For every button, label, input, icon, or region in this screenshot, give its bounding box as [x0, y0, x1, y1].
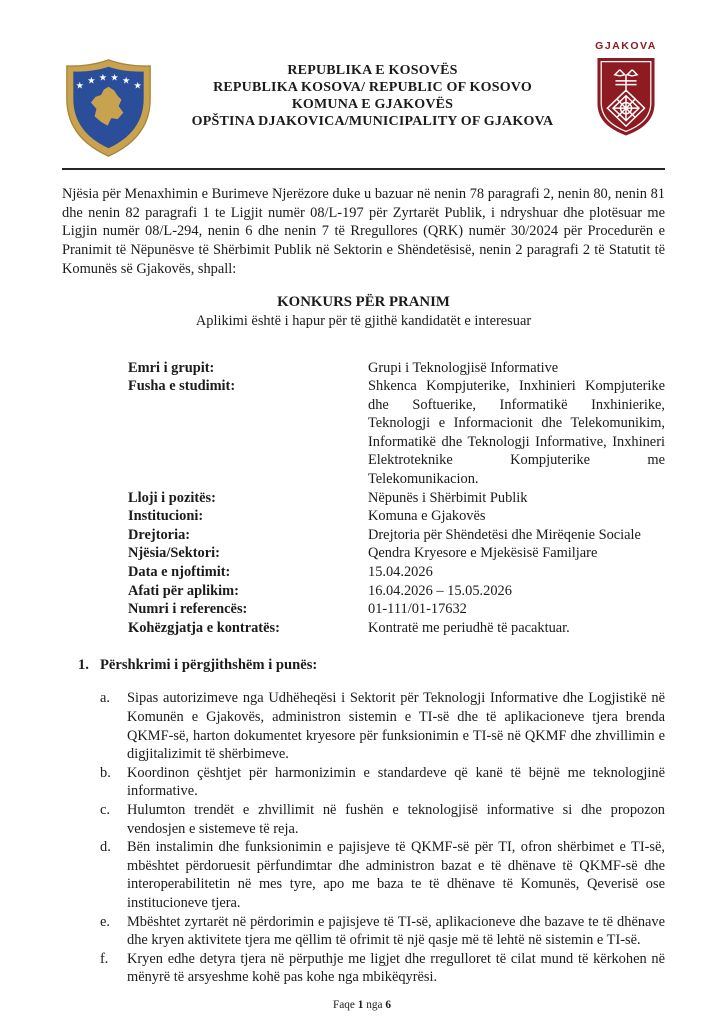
svg-text:★: ★: [110, 72, 119, 84]
kosovo-coat-of-arms-icon: [62, 58, 158, 158]
section-1-heading: [62, 656, 665, 675]
detail-value: Kontratë me periudhë të pacaktuar.: [368, 619, 570, 636]
svg-text:★: ★: [75, 80, 84, 92]
svg-text:★: ★: [133, 80, 142, 92]
list-item: [62, 838, 665, 912]
detail-label: Institucioni:: [128, 508, 204, 525]
list-item: [62, 913, 665, 950]
list-item: [62, 950, 665, 987]
footer-prefix: Faqe: [332, 999, 355, 1011]
duty-letter: d.: [100, 839, 111, 856]
detail-value: Grupi i Teknologjisë Informative: [368, 359, 559, 376]
table-row: [128, 563, 665, 582]
table-row: [128, 582, 665, 601]
detail-label: Lloji i pozitës:: [128, 489, 216, 506]
duty-letter: e.: [100, 913, 110, 930]
detail-label: Fusha e studimit:: [128, 378, 236, 395]
duty-letter: f.: [100, 950, 109, 967]
list-item: [62, 764, 665, 801]
detail-label: Drejtoria:: [128, 526, 191, 543]
intro-paragraph: Njësia për Menaxhimin e Burimeve Njerëzore duke u bazuar në nenin 78 paragrafi 2, nenin 80, nenin 81 dhe nenin 82 paragrafi 1 te Ligjit numër 08/L-197 për Zyrtarët Publik, i ndryshuar dhe plotësuar me Ligjin numër 08/L-294, nenin 6 dhe nenin 7 të Rregullores (QRK) numër 30/2024 për Procedurën e Pranimit të Nëpunësve të Shërbimit Publik në Sektorin e Shëndetësisë, nenin 2 paragrafi 2 të Statutit të Komunës së Gjakovës, shpall:: [62, 186, 665, 277]
footer-total-pages: 6: [385, 999, 392, 1011]
duty-text: Sipas autorizimeve nga Udhëheqësi i Sektorit për Teknologji Informative dhe Logjistikë në Komunën e Gjakovës, administron sistemin e TI-së dhe të aplikacioneve tjera brenda QKMF-së, harton dokumentet kryesore për funksionimin e TI-së në QKMF dhe zhvillimin e digjitalizimit të shërbimeve.: [127, 690, 665, 763]
section-title: Përshkrimi i përgjithshëm i punës:: [100, 657, 318, 674]
svg-text:★: ★: [98, 72, 108, 84]
gjakova-shield-icon: [595, 56, 657, 138]
detail-label: Data e njoftimit:: [128, 564, 231, 581]
details-table: [128, 359, 665, 638]
header-divider: [62, 168, 665, 170]
detail-value: Nëpunës i Shërbimit Publik: [368, 489, 528, 506]
header-line-1: REPUBLIKA E KOSOVËS: [287, 63, 458, 78]
duty-text: Kryen edhe detyra tjera në përputhje me ligjet dhe rregulloret të cilat mund të kërkohen në mënyrë të arsyeshme kohë pas kohe nga mbikëqyrësi.: [127, 950, 665, 986]
footer-middle: nga: [366, 999, 383, 1011]
duty-text: Mbështet zyrtarët në përdorimin e pajisjeve të TI-së, aplikacioneve dhe bazave te të dhënave dhe kryen aktivitete tjera me qëllim të ofrimit të një qasje më të lehtë në sistemin e TI-së.: [127, 913, 665, 949]
table-row: [128, 507, 665, 526]
detail-value: Shkenca Kompjuterike, Inxhinieri Kompjuterike dhe Softuerike, Informatikë Inxhinierike, Teknologji e Informacionit dhe Telekomunikim, Informatikë dhe Teknologji Informative, Inxhineri Elektroteknike Kompjuterike me Telekomunikacion.: [368, 378, 665, 488]
table-row: [128, 377, 665, 489]
detail-label: Emri i grupit:: [128, 359, 215, 376]
duties-list: [62, 689, 665, 987]
header-line-2: REPUBLIKA KOSOVA/ REPUBLIC OF KOSOVO: [213, 80, 532, 95]
detail-label: Kohëzgjatja e kontratës:: [128, 619, 280, 636]
table-row: [128, 526, 665, 545]
announcement: [62, 293, 665, 331]
detail-value: 01-111/01-17632: [368, 601, 467, 618]
detail-value: Komuna e Gjakovës: [368, 508, 486, 525]
table-row: [128, 544, 665, 563]
detail-label: Njësia/Sektori:: [128, 545, 220, 562]
header-line-4: OPŠTINA DJAKOVICA/MUNICIPALITY OF GJAKOVA: [191, 114, 554, 129]
gjakova-logo-label: GJAKOVA: [595, 40, 657, 52]
table-row: [128, 619, 665, 638]
duty-text: Bën instalimin dhe funksionimin e pajisjeve të QKMF-së për TI, ofron shërbimet e TI-së, mbështet përdoruesit përfundimtar dhe administron bazat e të dhënave të QKMF-së dhe interoperabilitetin në mes tyre, apo me baza te të dhënave të Komunës, Qeverisë ose institucioneve tjera.: [127, 839, 665, 911]
detail-label: Afati për aplikim:: [128, 582, 239, 599]
detail-value: Qendra Kryesore e Mjekësisë Familjare: [368, 545, 598, 562]
announcement-subtitle: Aplikimi është i hapur për të gjithë kandidatët e interesuar: [195, 312, 532, 329]
header-titles: [158, 62, 587, 130]
section-number: 1.: [78, 657, 89, 674]
duty-letter: c.: [100, 801, 110, 818]
footer-page-number: 1: [357, 999, 364, 1011]
document-header: [62, 0, 665, 158]
announcement-title: KONKURS PËR PRANIM: [277, 293, 450, 310]
svg-text:★: ★: [121, 75, 131, 87]
list-item: [62, 801, 665, 838]
detail-value: Drejtoria për Shëndetësi dhe Mirëqenie Sociale: [368, 526, 641, 543]
table-row: [128, 600, 665, 619]
detail-value: 16.04.2026 – 15.05.2026: [368, 582, 512, 599]
page-footer: [0, 999, 724, 1011]
duty-letter: b.: [100, 764, 111, 781]
duty-text: Koordinon çështjet për harmonizimin e standardeve që kanë të bëjnë me teknologjinë informative.: [127, 764, 665, 800]
duty-letter: a.: [100, 690, 110, 707]
detail-label: Numri i referencës:: [128, 601, 248, 618]
header-line-3: KOMUNA E GJAKOVËS: [291, 97, 454, 112]
svg-text:★: ★: [87, 75, 96, 87]
table-row: [128, 489, 665, 508]
detail-value: 15.04.2026: [368, 564, 433, 581]
duty-text: Hulumton trendët e zhvillimit në fushën e teknologjisë informative si dhe propozon vendosjen e sistemeve të reja.: [127, 801, 665, 837]
list-item: [62, 689, 665, 763]
table-row: [128, 359, 665, 378]
gjakova-emblem: [587, 40, 665, 138]
